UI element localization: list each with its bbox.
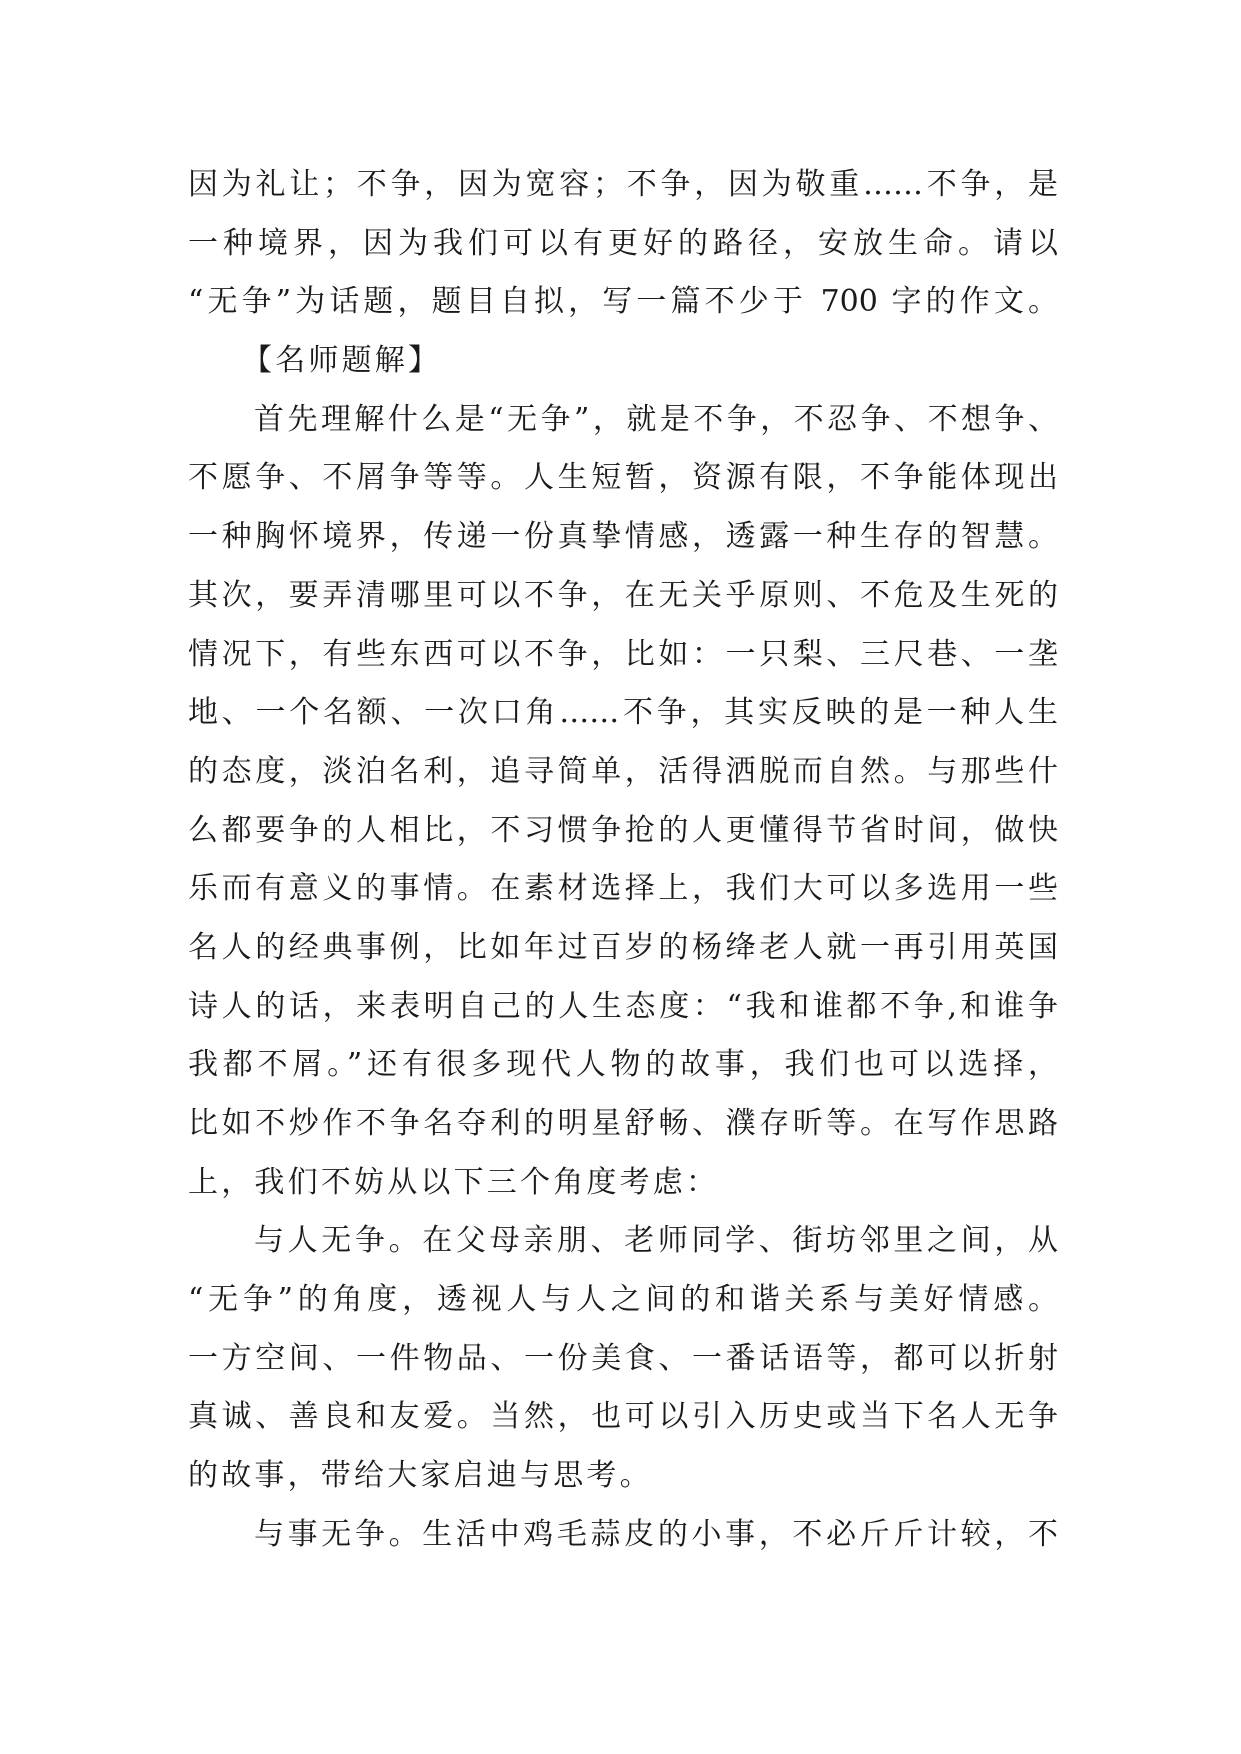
paragraph-first-line: 与人无争。在父母亲朋、老师同学、街坊邻里之间，从 [254,1223,1058,1259]
section-heading: 【名师题解】 [242,343,442,379]
text-line: 一种胸怀境界，传递一份真挚情感，透露一种生存的智慧。 [188,519,1058,555]
text-line: 诗人的话，来表明自己的人生态度：“我和谁都不争,和谁争 [188,988,1058,1024]
text-line: 的故事，带给大家启迪与思考。 [188,1458,653,1494]
text-line: 其次，要弄清哪里可以不争，在无关乎原则、不危及生死的 [188,577,1058,613]
text-line: 地、一个名额、一次口角……不争，其实反映的是一种人生 [188,695,1058,731]
text-line: 名人的经典事例，比如年过百岁的杨绛老人就一再引用英国 [188,929,1058,965]
text-line: 因为礼让；不争，因为宽容；不争，因为敬重……不争，是 [188,167,1058,202]
text-line: 乐而有意义的事情。在素材选择上，我们大可以多选用一些 [188,871,1058,907]
body-text [188,156,1058,1565]
text-line: 么都要争的人相比，不习惯争抢的人更懂得节省时间，做快 [188,812,1058,848]
text-line: 我都不屑。”还有很多现代人物的故事，我们也可以选择， [188,1047,1058,1083]
text-line: 的态度，淡泊名利，追寻简单，活得洒脱而自然。与那些什 [188,753,1058,789]
text-line: 真诚、善良和友爱。当然，也可以引入历史或当下名人无争 [188,1399,1058,1435]
text-line: 一方空间、一件物品、一份美食、一番话语等，都可以折射 [188,1340,1058,1376]
text-line: “无争”为话题，题目自拟，写一篇不少于 700 字的作文。 [188,284,1058,320]
text-line: 情况下，有些东西可以不争，比如：一只梨、三尺巷、一垄 [188,636,1058,672]
text-line: “无争”的角度，透视人与人之间的和谐关系与美好情感。 [188,1282,1058,1318]
text-line: 上，我们不妨从以下三个角度考虑： [188,1164,720,1200]
text-line: 一种境界，因为我们可以有更好的路径，安放生命。请以 [188,225,1058,261]
paragraph-first-line: 首先理解什么是“无争”，就是不争，不忍争、不想争、 [254,401,1058,437]
text-line: 不愿争、不屑争等等。人生短暂，资源有限，不争能体现出 [188,460,1058,496]
text-line: 比如不炒作不争名夺利的明星舒畅、濮存昕等。在写作思路 [188,1106,1058,1141]
paragraph-first-line: 与事无争。生活中鸡毛蒜皮的小事，不必斤斤计较，不 [254,1516,1058,1552]
